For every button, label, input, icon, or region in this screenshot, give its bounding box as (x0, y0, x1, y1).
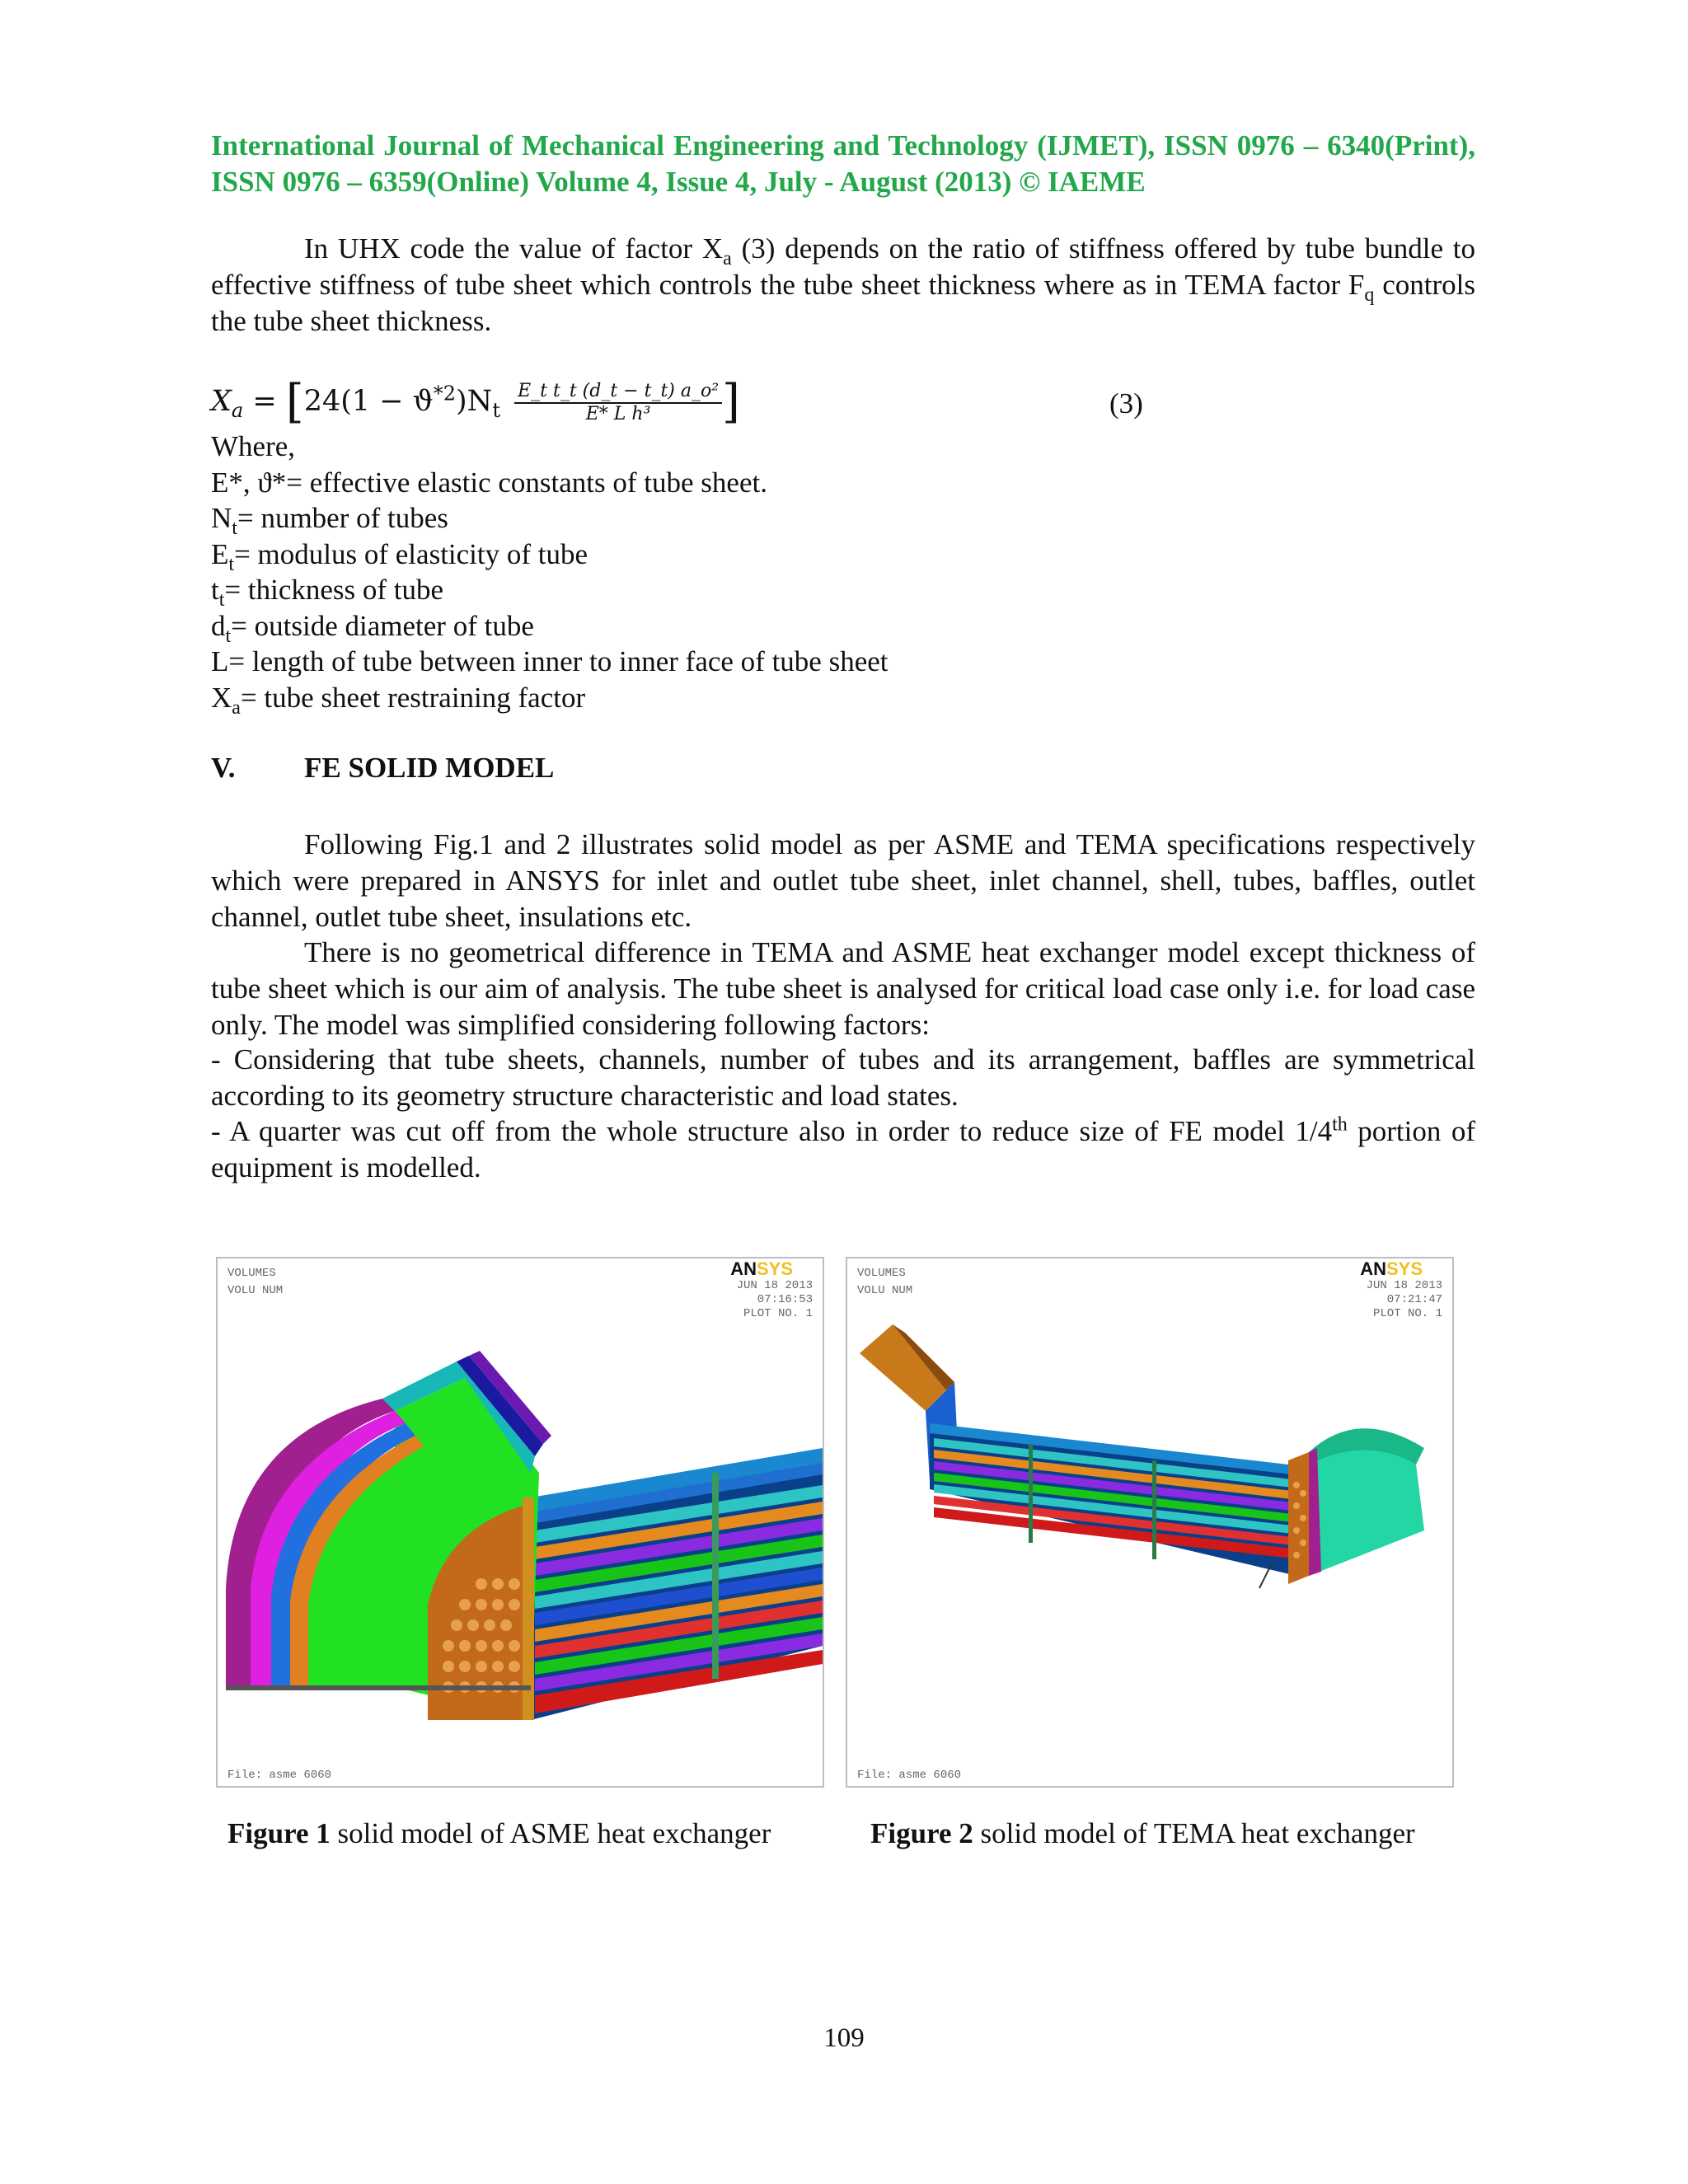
paragraph-no-difference: There is no geometrical difference in TEMA and ASME heat exchanger model except thickness of tube sheet which is our aim of analysis. The tube sheet is analysed for critical load case only i.e. for load case only. The model was simplified considering following factors: (211, 936, 1475, 1041)
page-number: 109 (823, 2023, 865, 2053)
figure-2-tema-model (846, 1257, 1454, 1788)
def-tt (211, 572, 889, 611)
para1-text-c: controls the tube sheet thickness. (211, 269, 1475, 337)
fig1-caption-text: solid model of ASME heat exchanger (330, 1817, 771, 1849)
fig1-ansys-logo (730, 1258, 793, 1280)
figure-1-caption (227, 1817, 771, 1850)
fig1-time: 07:16:53 (757, 1293, 813, 1306)
fig2-time: 07:21:47 (1386, 1293, 1442, 1306)
eq-coeff-sub: t (492, 399, 500, 422)
equation-3: $X_a = [24(1 - ϑ^{*2})N_t$ $\frac{\text{E\_t t\_t (d\_t − t\_t) a\_o²}}{\text{E* L h³}}$ ] (211, 375, 740, 429)
section-title: FE SOLID MODEL (304, 752, 555, 784)
paragraph-following: Following Fig.1 and 2 illustrates solid model as per ASME and TEMA specifications respectively which were prepared in ANSYS for inlet and outlet tube sheet, inlet channel, shell, tubes, baffles, outlet channel, outlet tube sheet, insulations etc. (211, 828, 1475, 933)
eq-lhs: X (211, 385, 232, 418)
fig1-volumes-label: VOLUMES (227, 1267, 276, 1280)
eq-numerator: E_t t_t (d_t − t_t) a_o² (514, 381, 722, 404)
fig1-plot-no: PLOT NO. 1 (743, 1307, 813, 1320)
section-number: V. (211, 752, 236, 784)
paragraph-uhx (211, 231, 1475, 340)
figure-1-asme-model (216, 1257, 824, 1788)
def-et-sub: t (228, 553, 235, 575)
fig2-caption-text: solid model of TEMA heat exchanger (973, 1817, 1415, 1849)
fig2-ansys-logo (1360, 1258, 1423, 1280)
where-label: Where, (211, 430, 296, 462)
eq-lhs-sub: a (231, 399, 244, 422)
bullet-symmetrical: - Considering that tube sheets, channels, number of tubes and its arrangement, baffles are symmetrical according to its geometry structure characteristic and load states. (211, 1043, 1475, 1112)
bullet-quarter (211, 1113, 1475, 1186)
journal-header: International Journal of Mechanical Engineering and Technology (IJMET), ISSN 0976 – 6340(Print), ISSN 0976 – 6359(Online) Volume 4, Issue 4, July - August (2013) © IAEME (211, 129, 1475, 198)
para1-sub-b: q (1364, 284, 1375, 306)
def-dt (211, 608, 889, 647)
def-xa (211, 680, 889, 719)
fig2-volu-num-label: VOLU NUM (857, 1284, 913, 1297)
fig2-caption-label: Figure 2 (870, 1817, 973, 1849)
def-xa-rest: = tube sheet restraining factor (240, 681, 586, 714)
bullet2-text-a: - A quarter was cut off from the whole structure also in order to reduce size of FE model 1/4 (211, 1115, 1333, 1147)
fig2-logo-sys: SYS (1386, 1258, 1423, 1279)
def-e-theta: E*, ϑ*= effective elastic constants of tube sheet. (211, 466, 767, 499)
def-et-sym: E (211, 537, 229, 570)
para1-sub-a: a (723, 248, 732, 269)
fig1-logo-sys: SYS (756, 1258, 793, 1279)
def-nt-rest: = number of tubes (237, 502, 448, 534)
def-dt-sub: t (225, 625, 232, 647)
def-tt-sub: t (218, 589, 225, 611)
figure-2-caption (870, 1817, 1415, 1850)
def-tt-rest: = thickness of tube (224, 574, 444, 606)
fig2-plot-no: PLOT NO. 1 (1372, 1307, 1442, 1320)
fig1-file-label: File: asme 6060 (227, 1769, 332, 1782)
fig2-logo-an: AN (1360, 1258, 1386, 1279)
fig2-file-label: File: asme 6060 (857, 1769, 962, 1782)
def-xa-sub: a (232, 696, 241, 719)
eq-coeff: 24(1 − ϑ (303, 385, 434, 418)
fig1-logo-an: AN (730, 1258, 757, 1279)
eq-denominator: E* L h³ (585, 403, 651, 424)
definitions-list (211, 429, 889, 719)
bullet2-sup: th (1332, 1113, 1348, 1136)
equation-number: (3) (1109, 387, 1143, 419)
bullet2-text-b: portion of equipment is modelled. (211, 1115, 1475, 1183)
def-xa-sym: X (211, 681, 232, 714)
section-heading (211, 752, 554, 785)
fig2-volumes-label: VOLUMES (857, 1267, 906, 1280)
def-nt-sub: t (232, 518, 237, 539)
eq-coeff-tail: )N (456, 385, 493, 418)
para1-text-a: In UHX code the value of factor X (304, 232, 724, 265)
def-tt-sym: t (211, 574, 219, 606)
def-dt-rest: = outside diameter of tube (231, 609, 534, 642)
fig2-date: JUN 18 2013 (1366, 1279, 1442, 1292)
eq-fraction (514, 381, 722, 425)
def-et (211, 537, 889, 573)
fig1-volu-num-label: VOLU NUM (227, 1284, 284, 1297)
def-l: L= length of tube between inner to inner face of tube sheet (211, 645, 889, 677)
def-et-rest: = modulus of elasticity of tube (234, 537, 588, 570)
para1-text-b: (3) depends on the ratio of stiffness offered by tube bundle to effective stiffness of tube sheet which controls the tube sheet thickness where as in TEMA factor F (211, 232, 1475, 301)
eq-bracket-left: [ (285, 375, 304, 429)
asme-model-graphic (218, 1258, 823, 1786)
fig1-date: JUN 18 2013 (736, 1279, 813, 1292)
def-nt (211, 500, 889, 537)
fig1-caption-label: Figure 1 (227, 1817, 331, 1849)
tema-model-graphic (847, 1258, 1452, 1786)
eq-bracket-right: ] (722, 375, 740, 429)
def-dt-sym: d (211, 609, 226, 642)
eq-coeff-sup: *2 (433, 382, 457, 405)
def-nt-sym: N (211, 502, 232, 534)
